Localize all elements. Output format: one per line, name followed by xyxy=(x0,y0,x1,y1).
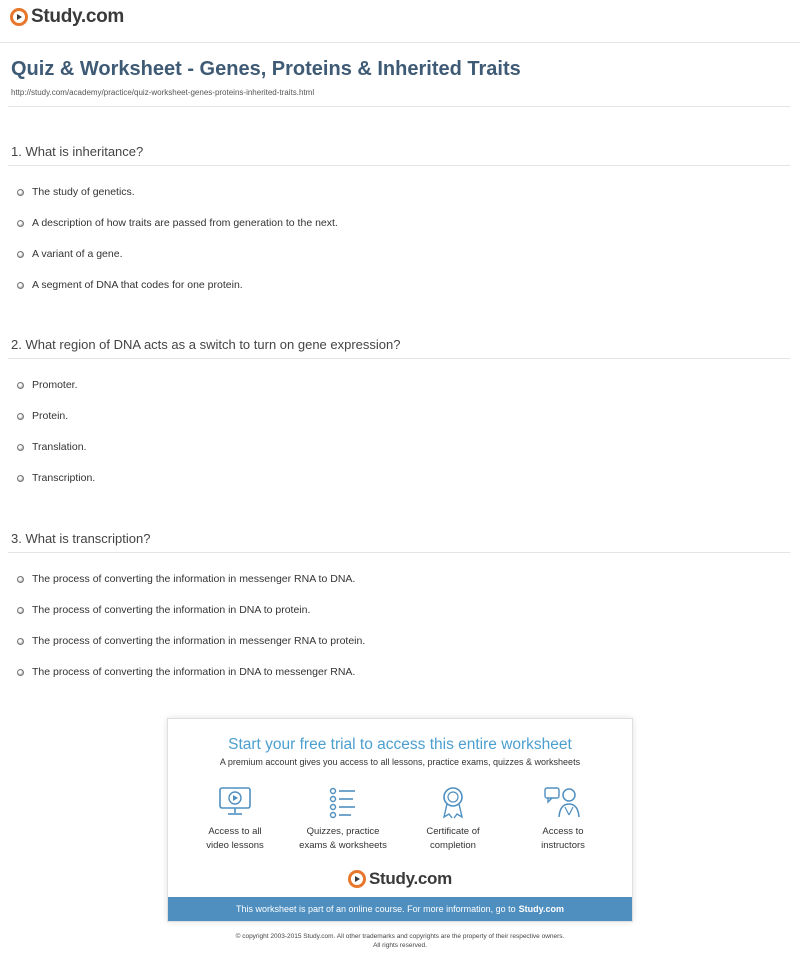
brand-name: Study.com xyxy=(31,6,125,27)
promo-footer-text: This worksheet is part of an online course. For more information, go to xyxy=(236,904,516,914)
page-url: http://study.com/academy/practice/quiz-worksheet-genes-proteins-inherited-traits.html xyxy=(11,88,315,97)
title-divider xyxy=(8,106,790,107)
certificate-icon xyxy=(435,785,471,819)
option-1a[interactable]: The study of genetics. xyxy=(17,186,135,198)
radio-button[interactable] xyxy=(17,607,24,614)
page-title: Quiz & Worksheet - Genes, Proteins & Inherited Traits xyxy=(11,58,521,80)
option-3a[interactable]: The process of converting the information in messenger RNA to DNA. xyxy=(17,573,355,585)
play-logo-icon xyxy=(10,8,28,26)
video-lesson-icon xyxy=(217,785,253,819)
header-divider xyxy=(0,42,800,43)
option-2c[interactable]: Translation. xyxy=(17,441,86,453)
feature-certificate xyxy=(398,785,508,853)
option-2b[interactable]: Protein. xyxy=(17,410,68,422)
option-1b[interactable]: A description of how traits are passed from generation to the next. xyxy=(17,217,338,229)
radio-button[interactable] xyxy=(17,282,24,289)
option-3b[interactable]: The process of converting the information in DNA to protein. xyxy=(17,604,310,616)
feature-label: Access to instructors xyxy=(541,826,585,851)
radio-button[interactable] xyxy=(17,220,24,227)
radio-button[interactable] xyxy=(17,413,24,420)
feature-label: Quizzes, practice exams & worksheets xyxy=(299,826,387,851)
option-2a[interactable]: Promoter. xyxy=(17,379,78,391)
option-2d[interactable]: Transcription. xyxy=(17,472,95,484)
radio-button[interactable] xyxy=(17,638,24,645)
radio-button[interactable] xyxy=(17,444,24,451)
question-divider xyxy=(8,552,790,553)
feature-video-lessons xyxy=(180,785,290,853)
free-trial-promo[interactable] xyxy=(167,718,633,922)
feature-quizzes xyxy=(288,785,398,853)
promo-title: Start your free trial to access this entire worksheet xyxy=(228,736,572,753)
radio-button[interactable] xyxy=(17,475,24,482)
radio-button[interactable] xyxy=(17,382,24,389)
question-3: 3. What is transcription? xyxy=(11,531,151,546)
instructor-icon xyxy=(543,785,583,819)
question-2: 2. What region of DNA acts as a switch to turn on gene expression? xyxy=(11,337,401,352)
option-3d[interactable]: The process of converting the information in DNA to messenger RNA. xyxy=(17,666,355,678)
promo-footer xyxy=(168,897,632,921)
feature-label: Access to all video lessons xyxy=(206,826,264,851)
study-logo[interactable] xyxy=(10,6,124,28)
question-1: 1. What is inheritance? xyxy=(11,144,144,159)
radio-button[interactable] xyxy=(17,669,24,676)
copyright-notice xyxy=(0,932,800,950)
option-1c[interactable]: A variant of a gene. xyxy=(17,248,122,260)
quiz-list-icon xyxy=(325,785,361,819)
promo-logo[interactable] xyxy=(168,869,632,889)
feature-instructors xyxy=(508,785,618,853)
copyright-line: © copyright 2003-2015 Study.com. All other trademarks and copyrights are the property of their respective owners. xyxy=(235,933,565,940)
play-logo-icon xyxy=(348,870,366,888)
brand-name: Study.com xyxy=(369,869,452,888)
option-1d[interactable]: A segment of DNA that codes for one protein. xyxy=(17,279,243,291)
radio-button[interactable] xyxy=(17,251,24,258)
feature-label: Certificate of completion xyxy=(426,826,480,851)
promo-subtitle: A premium account gives you access to all lessons, practice exams, quizzes & worksheets xyxy=(219,757,581,767)
rights-line: All rights reserved. xyxy=(373,942,427,949)
promo-footer-link[interactable]: Study.com xyxy=(518,904,564,914)
radio-button[interactable] xyxy=(17,576,24,583)
question-divider xyxy=(8,358,790,359)
option-3c[interactable]: The process of converting the information in messenger RNA to protein. xyxy=(17,635,365,647)
radio-button[interactable] xyxy=(17,189,24,196)
question-divider xyxy=(8,165,790,166)
